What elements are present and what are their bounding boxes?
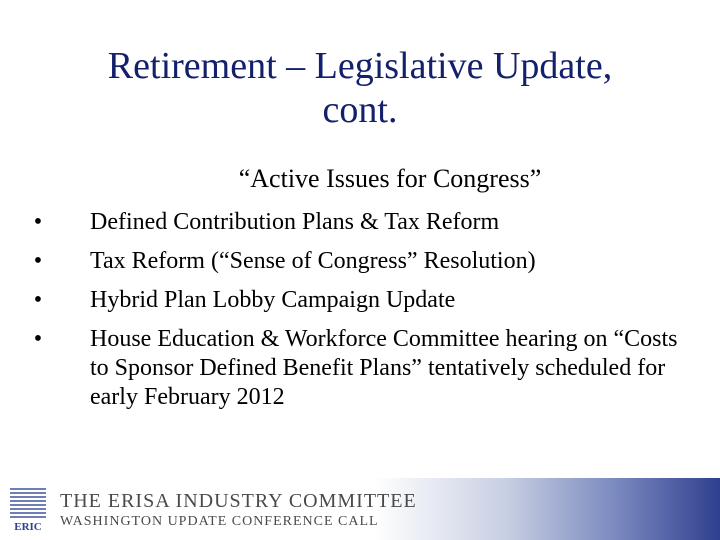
bullet-marker: • [33,326,43,352]
org-name: THE ERISA INDUSTRY COMMITTEE [60,490,417,512]
bullet-text: House Education & Workforce Committee hearing on “Costs to Sponsor Defined Benefit Plans” tentatively scheduled for early February 2012 [90,326,678,410]
bullet-marker: • [33,248,43,274]
slide-title [40,44,680,132]
logo-text: ERIC [14,521,42,532]
slide-title-line-1: Retirement – Legislative Update, [107,45,613,87]
slide-title-line-2: cont. [322,89,398,131]
slide-subtitle: “Active Issues for Congress” [238,164,542,193]
footer-banner [0,478,720,540]
bullet-marker: • [33,287,43,313]
bullet-text: Defined Contribution Plans & Tax Reform [90,209,500,235]
bullet-list [28,208,698,422]
bullet-text: Hybrid Plan Lobby Campaign Update [90,287,456,313]
bullet-item [28,325,698,412]
eric-logo-icon [8,486,48,532]
bullet-item [28,286,698,315]
bullet-item [28,247,698,276]
bullet-marker: • [33,209,43,235]
bullet-item [28,208,698,237]
org-subtitle: WASHINGTON UPDATE CONFERENCE CALL [60,514,379,529]
bullet-text: Tax Reform (“Sense of Congress” Resolution) [90,248,536,274]
